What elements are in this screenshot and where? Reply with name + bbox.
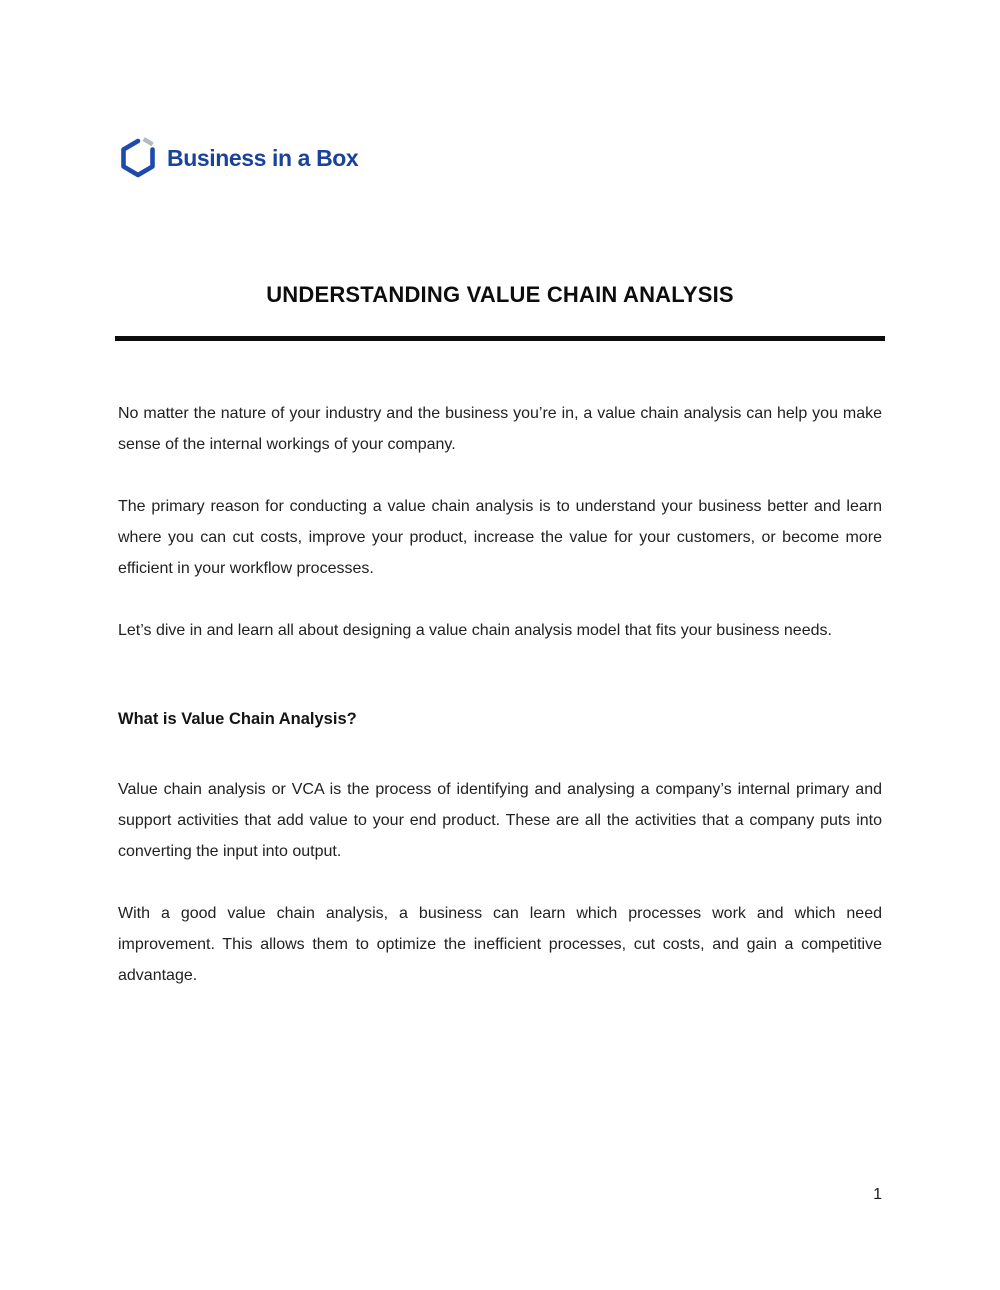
brand-logo [118,137,882,179]
hexagon-outline [124,141,153,175]
hexagon-gray-notch [144,139,153,144]
document-title: UNDERSTANDING VALUE CHAIN ANALYSIS [266,282,734,307]
title-divider-rule [115,336,885,341]
intro-paragraph-2: The primary reason for conducting a value chain analysis is to understand your business better and learn where you can cut costs, improve your product, increase the value for your customers, or become more efficient in your workflow processes. [118,498,882,577]
business-in-a-box-hexagon-logo-icon [118,137,158,179]
intro-paragraph-1: No matter the nature of your industry and the business you’re in, a value chain analysis can help you make sense of the internal workings of your company. [118,405,882,453]
section-paragraph-1: Value chain analysis or VCA is the process of identifying and analysing a company’s internal primary and support activities that add value to your end product. These are all the activities that a company puts into converting the input into output. [118,781,882,860]
section-heading-what-is-vca: What is Value Chain Analysis? [118,710,357,728]
section-paragraph-2: With a good value chain analysis, a business can learn which processes work and which need improvement. This allows them to optimize the inefficient processes, cut costs, and gain a competitive advantage. [118,905,882,984]
brand-logo-text: Business in a Box [167,144,359,171]
intro-paragraph-3: Let’s dive in and learn all about designing a value chain analysis model that fits your business needs. [118,622,832,639]
page-number: 1 [873,1186,882,1203]
